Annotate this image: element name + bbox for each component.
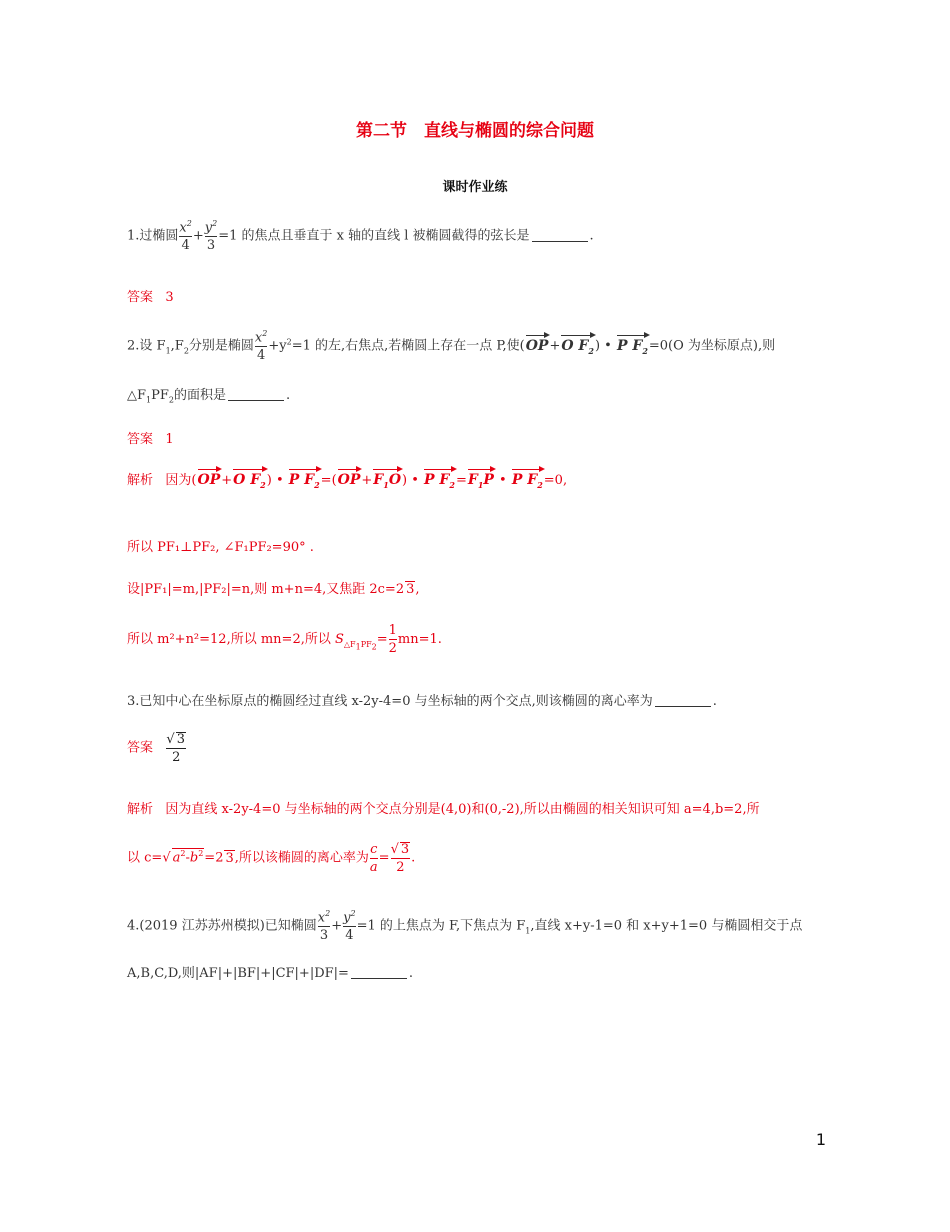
answer-2: 答案 1 [127,432,174,447]
solution-2-line-4: 所以 m²+n²=12,所以 mn=2,所以 $S_{\triangle F_1PF_2}=$ $\frac{1}{2}$ mn=1. [127,623,442,656]
question-2-line-2: $\triangle F_1PF_2$的面积是 . [127,388,291,405]
sqrt-3: 3 [406,582,415,597]
fraction-c-over-a: $\frac{c}{a}$ [369,841,378,875]
answer-3: 答案 $\frac{√ 3}{2}$ [127,732,185,765]
page-number: 1 [815,1130,826,1149]
fraction-one-half: $\frac{1}{2}$ [388,623,397,656]
answer-blank [351,978,407,979]
question-2: 2.设 $F_1,F_2$分别是椭圆 $\frac{x^2}{4}$ $+y^2=1$ 的左,右焦点,若椭圆上存在一点 P,使(OP+O $F_2$) • P $F_2=0(O$ 为坐标原点),则 [127,329,776,364]
section-subtitle: 课时作业练 [442,180,508,195]
question-4-line-2: A,B,C,D,则|AF|+|BF|+|CF|+|DF|= . [127,966,414,981]
answer-blank [228,400,284,401]
fraction-x2-over-4: $\frac{x^2}{4}$ [179,219,192,254]
fraction-x2-over-3: $\frac{x^2}{3}$ [317,909,331,944]
fraction-x2-over-4: $\frac{x^2}{4}$ [254,329,268,364]
answer-blank [655,706,711,707]
fraction-y2-over-3: $\frac{y^2}{3}$ [204,219,218,254]
answer-blank [532,241,588,242]
question-3: 3.已知中心在坐标原点的椭圆经过直线 x-2y-4=0 与坐标轴的两个交点,则该椭圆的离心率为 . [127,694,717,709]
question-4: 4.(2019 江苏苏州模拟)已知椭圆 $\frac{x^2}{3}$ + $\frac{y^2}{4}$ =1 的上焦点为 F,下焦点为 $F_1$,直线 x+y-1=0 和 x+y+1=0 与椭圆相交于点 [127,909,803,944]
fraction-sqrt3-over-2: $\frac{√ 3}{2}$ [390,842,410,875]
solution-2-line-2: 所以 PF₁⊥PF₂, ∠F₁PF₂=90° . [127,540,314,555]
solution-3-line-2: 以 c=√ $a^2-b^2=2$ 3,所以该椭圆的离心率为 $\frac{c}{a}$ = $\frac{√ 3}{2}$ . [127,841,416,875]
fraction-y2-over-4: $\frac{y^2}{4}$ [343,909,356,944]
fraction-sqrt3-over-2: $\frac{√ 3}{2}$ [166,732,185,765]
solution-2-line-1: 解析 因为(OP+O $F_2$) • P $F_2=(OP+F_1O)$ • P $F_2=F_1P$ • P $F_2=0$, [127,468,567,490]
solution-3-line-1: 解析 因为直线 x-2y-4=0 与坐标轴的两个交点分别是(4,0)和(0,-2),所以由椭圆的相关知识可知 a=4,b=2,所 [127,802,760,817]
sqrt-3: 3 [225,850,234,866]
solution-2-line-3: 设|PF₁|=m,|PF₂|=n,则 m+n=4,又焦距 2c=2 3, [127,582,420,597]
question-1: 1.过椭圆 $\frac{x^2}{4}$ + $\frac{y^2}{3}$ =1 的焦点且垂直于 x 轴的直线 l 被椭圆截得的弦长是 . [127,219,594,254]
answer-1: 答案 3 [127,290,174,305]
sqrt-a2-minus-b2: $a^2-b^2$ [172,849,204,866]
section-title: 第二节 直线与椭圆的综合问题 [356,121,594,141]
